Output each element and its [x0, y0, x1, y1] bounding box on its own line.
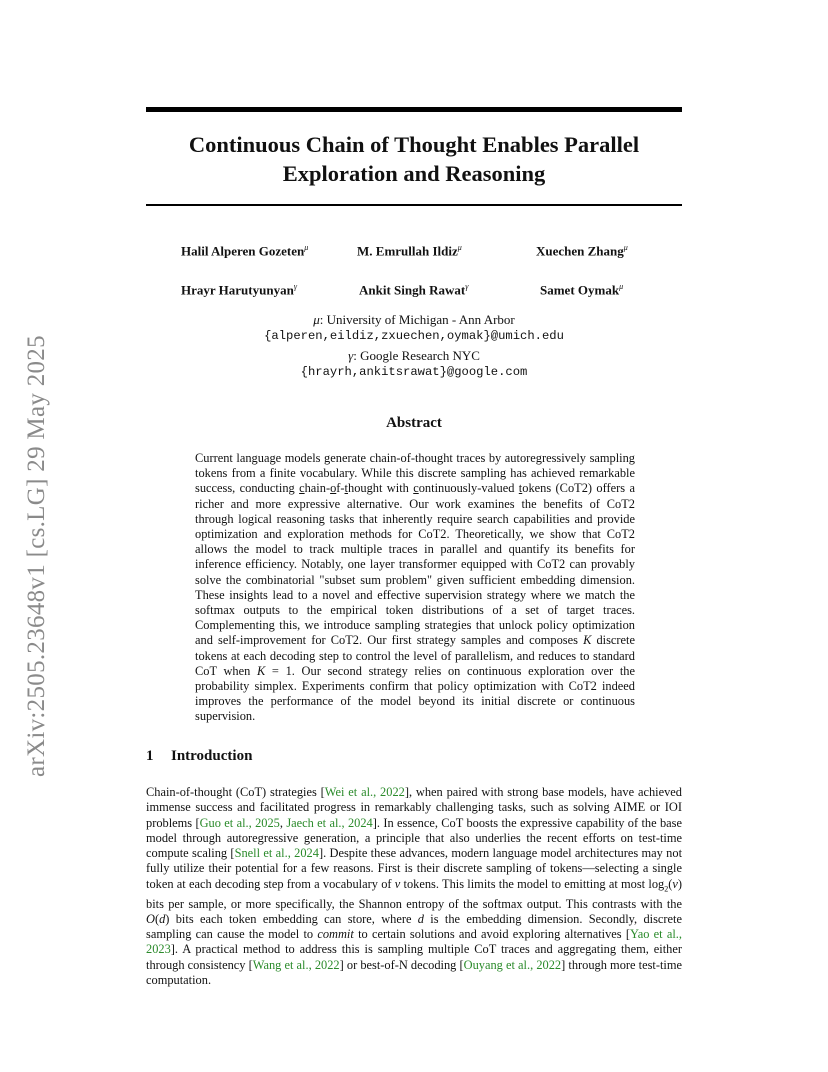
citation-link[interactable]: Jaech et al., 2024	[286, 815, 373, 830]
citation-link[interactable]: Guo et al., 2025	[199, 815, 280, 830]
author-2: M. Emrullah Ildiz$^\mu$	[357, 243, 462, 259]
affiliation-emails: {alperen,eildiz,zxuechen,oymak}@umich.edu	[264, 329, 564, 343]
abstract-heading: Abstract	[386, 415, 442, 431]
affiliation-symbol: γ	[348, 348, 354, 363]
paper-title: Continuous Chain of Thought Enables Parallel Exploration and Reasoning	[188, 132, 640, 186]
citation-link[interactable]: Snell et al., 2024	[234, 846, 319, 861]
affiliation-google	[146, 347, 682, 381]
affiliation-name: : University of Michigan - Ann Arbor	[319, 312, 515, 327]
affiliation-emails: {hrayrh,ankitsrawat}@google.com	[300, 365, 528, 379]
author-5: Ankit Singh Rawat$^\gamma$	[359, 282, 469, 298]
citation-link[interactable]: Yao et al., 2023	[146, 927, 682, 957]
author-4: Hrayr Harutyunyan$^\gamma$	[181, 282, 297, 298]
citation-link[interactable]: Wei et al., 2022	[324, 785, 405, 799]
affiliation-michigan	[146, 311, 682, 345]
title-rule-top	[146, 107, 682, 112]
author-1: Halil Alperen Gozeten$^\mu$	[181, 243, 309, 259]
author-6: Samet Oymak$^\mu$	[540, 282, 624, 298]
abstract-body: Current language models generate chain-of-thought traces by autoregressively sampling tokens from a finite vocabulary. While this discrete sampling has achieved remarkable success, conducting chain-of-thought with continuously-valued tokens (CoT2) offers a richer and more expressive alternative. Our work examines the benefits of CoT2 through logical reasoning tasks that inherently require search capabilities and provide optimization and exploration methods for CoT2. Theoretically, we show that CoT2 allows the model to track multiple traces in parallel and quantify its benefits for inference efficiency. Notably, one layer transformer equipped with CoT2 can provably solve the combinatorial "subset sum problem" given sufficient embedding dimension. These insights lead to a novel and effective supervision strategy where we match the softmax outputs to the empirical token distributions of a set of target traces. Complementing this, we introduce sampling strategies that unlock policy optimization and self-improvement for CoT2. Our first strategy samples and composes K discrete tokens at each decoding step to control the level of parallelism, and reduces to standard CoT when K = 1. Our second strategy relies on continuous exploration over the probability simplex. Experiments confirm that policy optimization with CoT2 indeed improves the performance of the model beyond its initial discrete or continuous supervision.	[195, 451, 635, 724]
introduction-body: Chain-of-thought (CoT) strategies [Wei et al., 2022], when paired with strong base models, have achieved immense success and facilitated progress in remarkably challenging tasks, such as solving AIME or IOI problems [Guo et al., 2025, Jaech et al., 2024]. In essence, CoT boosts the expressive capability of the base model through autoregressive generation, a principle that also underlies the recent efforts on test-time compute scaling [Snell et al., 2024]. Despite these advances, modern language model architectures may not fully utilize their potential for a few reasons. First is their discrete sampling of tokens—selecting a single token at each decoding step from a vocabulary of v tokens. This limits the model to emitting at most $\log_2(v)$ bits per sample, or more specifically, the Shannon entropy of the softmax output. This contrasts with the O(d) bits each token embedding can store, where d is the embedding dimension. Secondly, discrete sampling can cause the model to commit to certain solutions and avoid exploring alternatives [Yao et al., 2023]. A practical method to address this is sampling multiple CoT traces and aggregating them, either through consistency [Wang et al., 2022] or best-of-N decoding [Ouyang et al., 2022] through more test-time computation.	[146, 785, 683, 988]
author-3: Xuechen Zhang$^\mu$	[536, 243, 628, 259]
title-rule-bottom	[146, 204, 682, 206]
citation-link[interactable]: Wang et al., 2022	[252, 957, 340, 972]
affiliation-name: : Google Research NYC	[353, 348, 480, 363]
citation-link[interactable]: Ouyang et al., 2022	[463, 957, 562, 972]
affiliation-symbol: μ	[313, 312, 320, 327]
arxiv-identifier-stamp: arXiv:2505.23648v1 [cs.LG] 29 May 2025	[23, 335, 50, 777]
section-heading-introduction: 1 Introduction	[146, 748, 253, 764]
